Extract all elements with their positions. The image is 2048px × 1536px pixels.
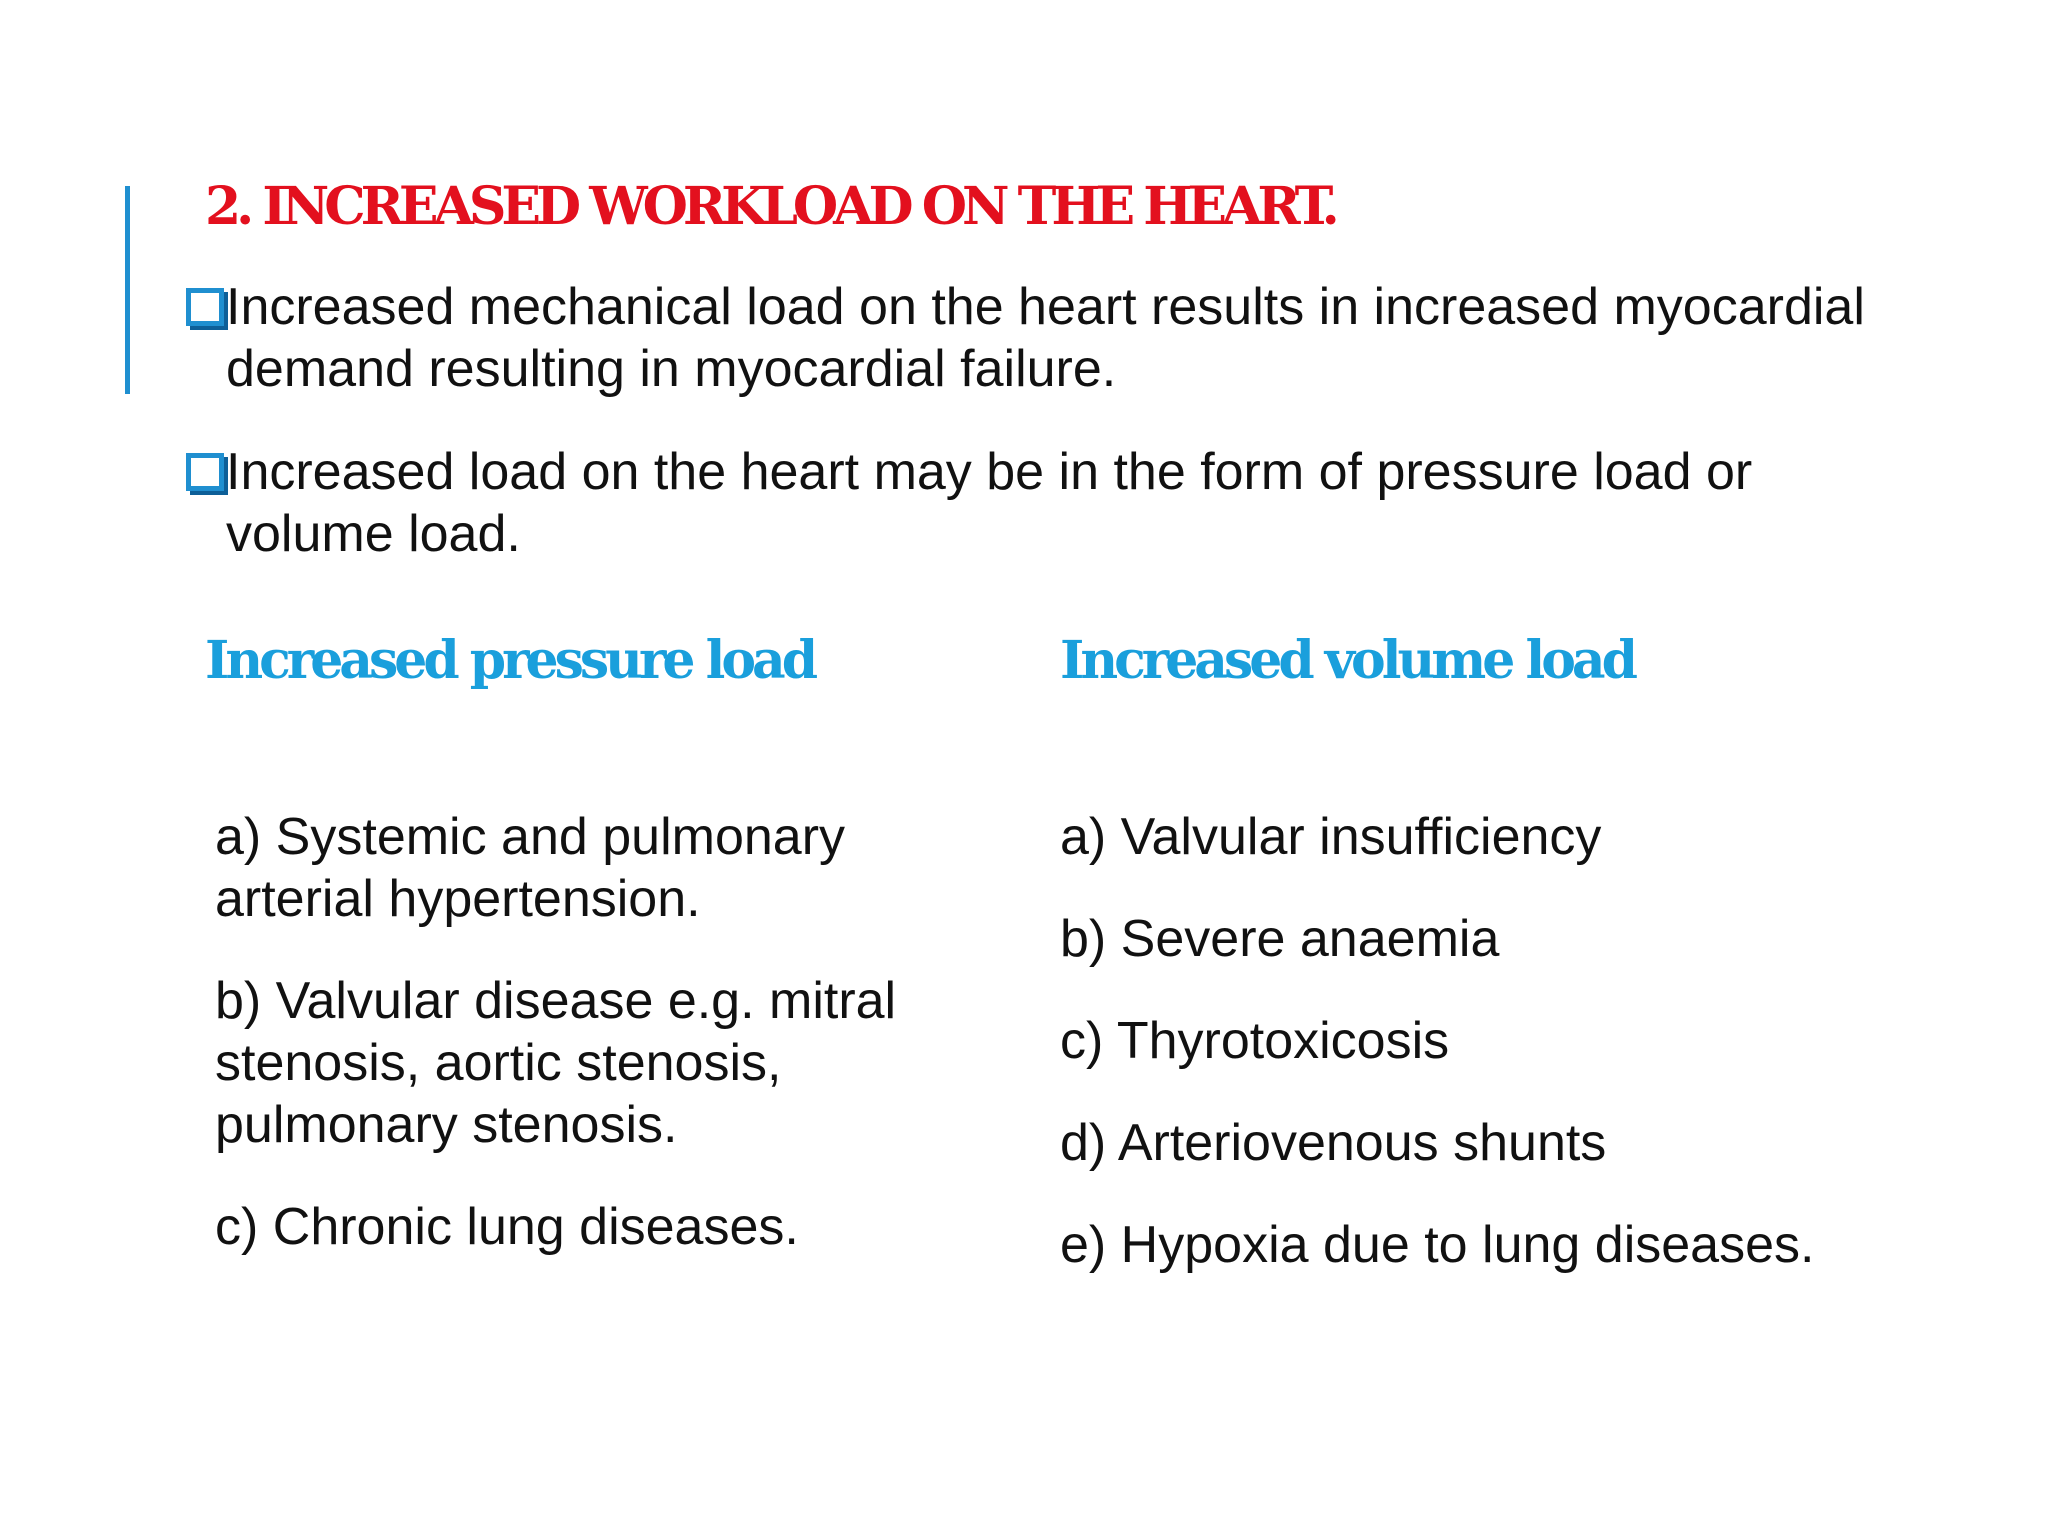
pressure-load-list: [215, 806, 1015, 1298]
list-item: e) Hypoxia due to lung diseases.: [1060, 1216, 1815, 1274]
list-item: c) Chronic lung diseases.: [215, 1198, 799, 1256]
bullet-text: Increased mechanical load on the heart results in increased myocardial demand resulting in myocardial failure.: [226, 278, 1865, 398]
list-item: a) Systemic and pulmonary arterial hypertension.: [215, 808, 846, 928]
list-item: b) Valvular disease e.g. mitral stenosis, aortic stenosis, pulmonary stenosis.: [215, 972, 897, 1154]
volume-load-list: [1060, 806, 1860, 1316]
list-item: d) Arteriovenous shunts: [1060, 1114, 1607, 1172]
list-item: b) Severe anaemia: [1060, 910, 1500, 968]
checkbox-bullet-icon: [186, 453, 224, 491]
bullet-item: [186, 441, 1886, 565]
bullet-text: Increased load on the heart may be in the form of pressure load or volume load.: [226, 443, 1753, 563]
slide-title: 2. INCREASED WORKLOAD ON THE HEART.: [205, 176, 1335, 237]
list-item: c) Thyrotoxicosis: [1060, 1012, 1450, 1070]
pressure-load-heading: Increased pressure load: [205, 630, 815, 691]
bullet-list: [186, 276, 1886, 606]
checkbox-bullet-icon: [186, 288, 224, 326]
bullet-item: [186, 276, 1886, 400]
accent-bar: [125, 186, 130, 394]
volume-load-heading: Increased volume load: [1060, 630, 1634, 691]
list-item: a) Valvular insufficiency: [1060, 808, 1602, 866]
